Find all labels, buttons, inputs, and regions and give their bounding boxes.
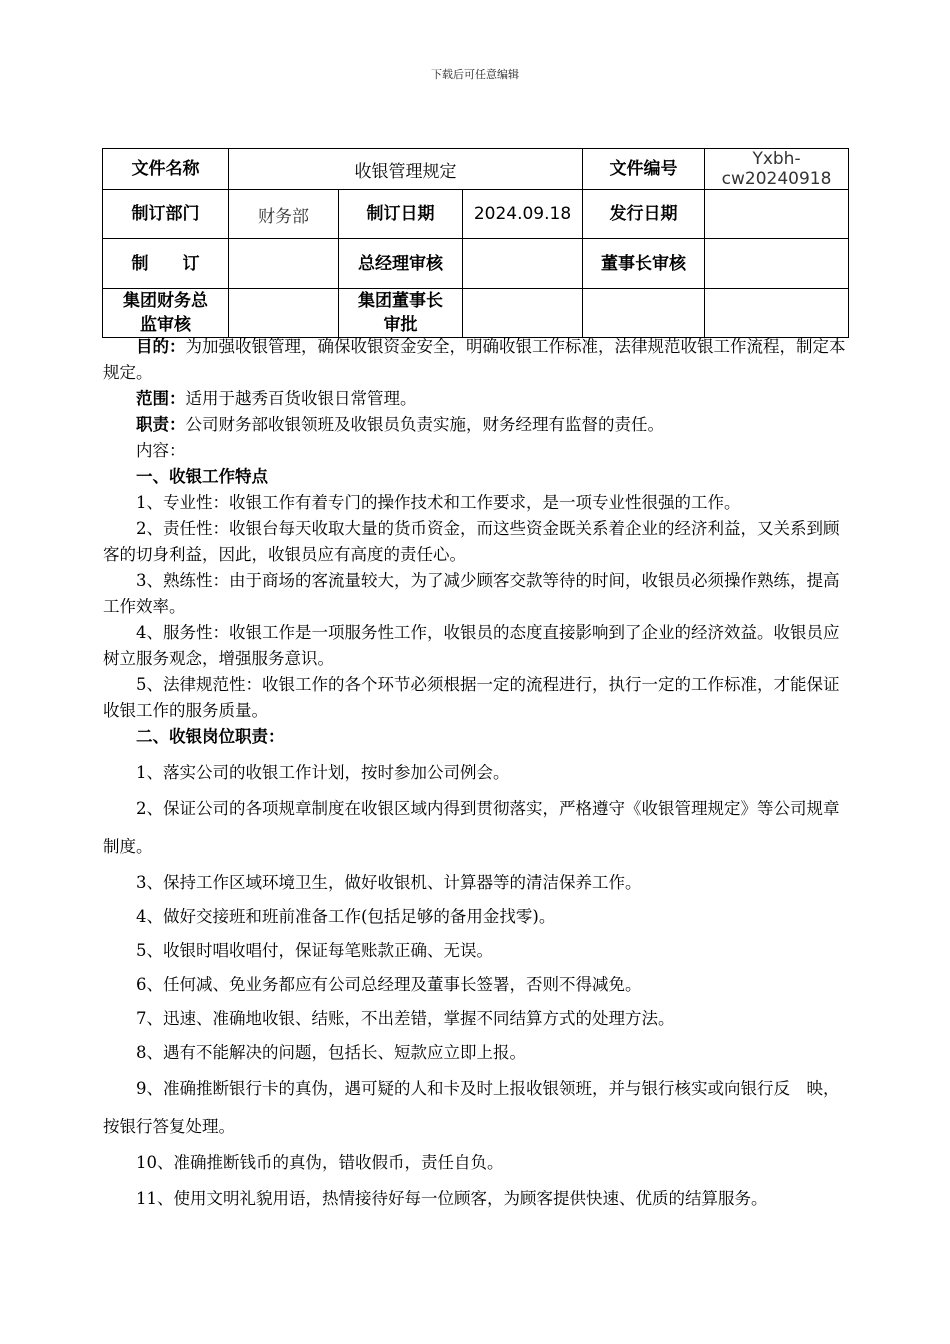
list-item: 3、熟练性：由于商场的客流量较大，为了减少顾客交款等待的时间，收银员必须操作熟练，提高工作效率。: [103, 571, 840, 616]
list-item: 2、责任性：收银台每天收取大量的货币资金，而这些资金既关系着企业的经济利益，又关系到顾客的切身利益，因此，收银员应有高度的责任心。: [103, 519, 840, 564]
chairman-review-value: [705, 239, 849, 289]
dept-label: 制订部门: [103, 190, 229, 239]
dept-value: 财务部: [229, 190, 339, 239]
empty-cell: [705, 289, 849, 338]
watermark-text: 下载后可任意编辑: [431, 68, 519, 81]
issue-date-label: 发行日期: [583, 190, 705, 239]
scope-paragraph: [103, 386, 848, 412]
list-item: 1、落实公司的收银工作计划，按时参加公司例会。: [136, 763, 510, 782]
section-title: 二、收银岗位职责：: [136, 727, 285, 746]
duty-label: 职责：: [136, 415, 186, 434]
file-no-value: Yxbh-cw20240918: [705, 149, 849, 190]
list-item: 2、保证公司的各项规章制度在收银区域内得到贯彻落实，严格遵守《收银管理规定》等公司规章制度。: [103, 799, 840, 856]
duty-text: 公司财务部收银领班及收银员负责实施，财务经理有监督的责任。: [185, 415, 664, 434]
cfo-review-value: [229, 289, 339, 338]
file-name-value: 收银管理规定: [229, 149, 583, 190]
list-item: 4、做好交接班和班前准备工作(包括足够的备用金找零)。: [136, 907, 556, 926]
empty-cell: [583, 289, 705, 338]
content-label: 内容：: [136, 441, 186, 460]
section-title: 一、收银工作特点: [136, 467, 268, 486]
list-item: 10、准确推断钱币的真伪，错收假币，责任自负。: [136, 1153, 504, 1172]
date-label: 制订日期: [339, 190, 463, 239]
file-name-label: 文件名称: [103, 149, 229, 190]
list-item: 5、法律规范性：收银工作的各个环节必须根据一定的流程进行，执行一定的工作标准，才能保证收银工作的服务质量。: [103, 675, 840, 720]
purpose-text: 为加强收银管理，确保收银资金安全，明确收银工作标准，法律规范收银工作流程，制定本规定。: [103, 337, 846, 382]
chairman-review-label: 董事长审核: [583, 239, 705, 289]
purpose-label: 目的：: [136, 337, 186, 356]
scope-text: 适用于越秀百货收银日常管理。: [185, 389, 417, 408]
list-item: 3、保持工作区域环境卫生，做好收银机、计算器等的清洁保养工作。: [136, 873, 642, 892]
duty-paragraph: [103, 412, 848, 438]
issue-date-value: [705, 190, 849, 239]
made-by-value: [229, 239, 339, 289]
group-chair-approval-value: [463, 289, 583, 338]
list-item: 1、专业性：收银工作有着专门的操作技术和工作要求，是一项专业性很强的工作。: [136, 493, 741, 512]
list-item: 11、使用文明礼貌用语，热情接待好每一位顾客，为顾客提供快速、优质的结算服务。: [136, 1189, 768, 1208]
list-item: 7、迅速、准确地收银、结账，不出差错，掌握不同结算方式的处理方法。: [136, 1009, 675, 1028]
file-no-label: 文件编号: [583, 149, 705, 190]
made-by-label: 制 订: [103, 239, 229, 289]
document-body: [103, 334, 848, 1218]
document-header-table: [102, 148, 849, 338]
date-value: 2024.09.18: [463, 190, 583, 239]
group-chair-approval-label: 集团董事长审批: [339, 289, 463, 338]
list-item: 5、收银时唱收唱付，保证每笔账款正确、无误。: [136, 941, 493, 960]
gm-review-value: [463, 239, 583, 289]
list-item: 4、服务性：收银工作是一项服务性工作，收银员的态度直接影响到了企业的经济效益。收银员应树立服务观念，增强服务意识。: [103, 623, 840, 668]
purpose-paragraph: [103, 334, 848, 386]
cfo-review-label: 集团财务总监审核: [103, 289, 229, 338]
scope-label: 范围：: [136, 389, 186, 408]
list-item: 9、准确推断银行卡的真伪，遇可疑的人和卡及时上报收银领班，并与银行核实或向银行反 映，按银行答复处理。: [103, 1079, 840, 1136]
list-item: 8、遇有不能解决的问题，包括长、短款应立即上报。: [136, 1043, 526, 1062]
gm-review-label: 总经理审核: [339, 239, 463, 289]
list-item: 6、任何减、免业务都应有公司总经理及董事长签署，否则不得减免。: [136, 975, 642, 994]
